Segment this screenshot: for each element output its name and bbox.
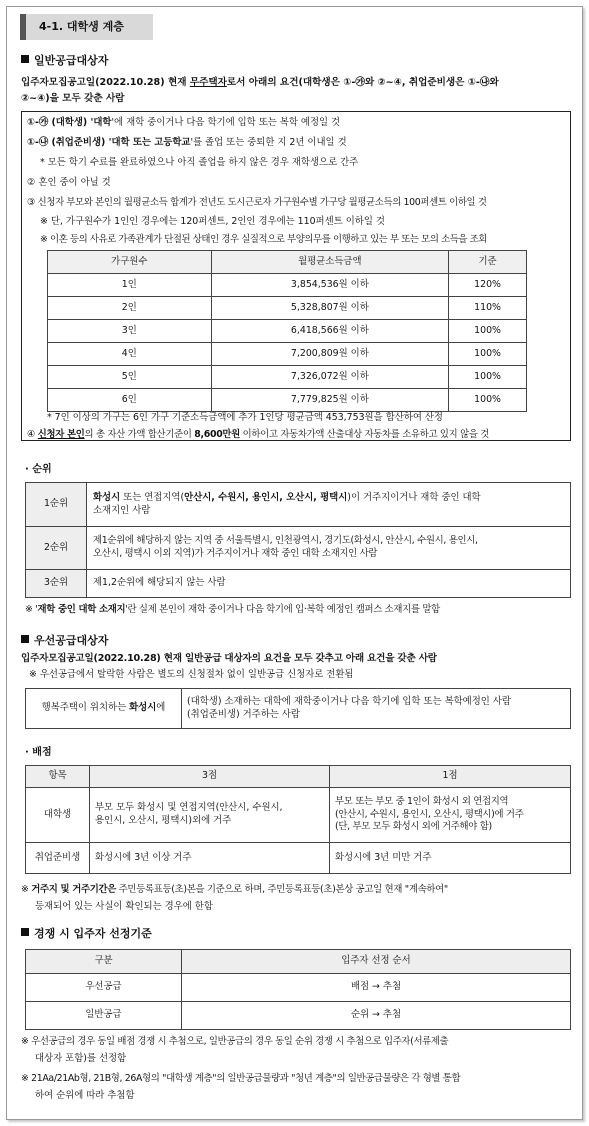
selection-table-header: 구분 입주자 선정 순서	[26, 950, 571, 974]
table-row: 취업준비생 화성시에 3년 이상 거주 화성시에 3년 미만 거주	[26, 843, 571, 874]
rank-table	[25, 482, 571, 598]
table-row: 우선공급 배점 → 추첨	[26, 974, 571, 1002]
section-title-bar	[20, 14, 153, 40]
note-seven-person: * 7인 이상의 가구는 6인 가구 기준소득금액에 추가 1인당 평균금액 453,753원을 합산하여 산정	[47, 412, 443, 423]
table-row: 1순위 화성시 또는 연접지역(안산시, 수원시, 용인시, 오산시, 평택시)이 거주지이거나 재학 중인 대학 소재지인 사람	[26, 483, 571, 527]
income-table	[47, 250, 527, 412]
square-bullet-icon	[21, 928, 29, 936]
income-table-header: 가구원수 월평균소득금액 기준	[48, 251, 527, 274]
table-row: 3순위 제1,2순위에 해당되지 않는 사람	[26, 570, 571, 598]
req-income-note1: ※ 단, 가구원수가 1인인 경우에는 120퍼센트, 2인인 경우에는 110퍼센트 이하일 것	[40, 216, 385, 227]
table-row: 1인 3,854,536원 이하 120%	[48, 274, 527, 297]
table-row: 행복주택이 위치하는 화성시에 (대학생) 소재하는 대학에 재학중이거나 다음 학기에 입학 또는 복학예정인 사람 (취업준비생) 거주하는 사람	[26, 689, 571, 729]
priority-note: ※ 우선공급에서 탈락한 사람은 별도의 신청절차 없이 일반공급 신청자로 전환됨	[29, 669, 354, 680]
req-income: ③ 신청자 부모와 본인의 월평균소득 합계가 전년도 도시근로자 가구원수별 가구당 월평균소득의 100퍼센트 이하일 것	[27, 197, 487, 208]
selection-note2: ※ 21Aa/21Ab형, 21B형, 26A형의 "대학생 계층"의 일반공급물량과 "청년 계층"의 일반공급물량은 각 형별 통합	[21, 1073, 461, 1084]
table-row: 3인 6,418,566원 이하 100%	[48, 320, 527, 343]
selection-table	[25, 949, 571, 1030]
table-row: 2순위 제1순위에 해당하지 않는 지역 중 서울특별시, 인천광역시, 경기도(화성시, 안산시, 수원시, 용인시, 오산시, 평택시 이외 지역)가 거주지이거나 재학 중인 대학 소재지인 사람	[26, 527, 571, 570]
table-row: 대학생 부모 모두 화성시 및 연접지역(안산시, 수원시, 용인시, 오산시, 평택시)외에 거주 부모 또는 부모 중 1인이 화성시 외 연접지역 (안산시, 수원시, 용인시, 오산시, 평택시)에 거주 (단, 부모 모두 화성시 외에 거주해야 함)	[26, 788, 571, 843]
square-bullet-icon	[21, 635, 29, 643]
selection-note1: ※ 우선공급의 경우 동일 배점 경쟁 시 추첨으로, 일반공급의 경우 동일 순위 경쟁 시 추첨으로 입주자(서류제출	[21, 1036, 449, 1047]
bullet-dot-icon: ·	[25, 464, 29, 475]
score-table	[25, 765, 571, 874]
priority-table	[25, 688, 571, 729]
selection-note1-line2: 대상자 포함)를 선정함	[35, 1053, 127, 1064]
table-row: 2인 5,328,807원 이하 110%	[48, 297, 527, 320]
selection-note2-line2: 하여 순위에 따라 추첨함	[35, 1090, 135, 1101]
req-assets: ④ 신청자 본인의 총 자산 가액 합산기준이 8,600만원 이하이고 자동차가액 산출대상 자동차를 소유하고 있지 않을 것	[27, 429, 490, 440]
table-row: 일반공급 순위 → 추첨	[26, 1002, 571, 1030]
req-note-graduation: * 모든 학기 수료를 완료하였으나 아직 졸업을 하지 않은 경우 재학생으로 간주	[40, 157, 359, 168]
req-unmarried: ② 혼인 중이 아닐 것	[27, 177, 111, 188]
general-intro-line2: ②~④)을 모두 갖춘 사람	[21, 93, 125, 104]
rank-note: ※ '재학 중인 대학 소재지'란 실제 본인이 재학 중이거나 다음 학기에 입·복학 예정인 캠퍼스 소재지를 말함	[25, 604, 440, 615]
notice-page	[6, 6, 583, 1120]
table-row: 4인 7,200,809원 이하 100%	[48, 343, 527, 366]
table-row: 5인 7,326,072원 이하 100%	[48, 366, 527, 389]
bullet-dot-icon: ·	[25, 747, 29, 758]
general-intro: 입주자모집공고일(2022.10.28) 현재 무주택자로서 아래의 요건(대학생은 ①-㉮와 ②~④, 취업준비생은 ①-㉯와	[21, 77, 499, 88]
score-heading: · 배점	[25, 747, 52, 758]
priority-intro: 입주자모집공고일(2022.10.28) 현재 일반공급 대상자의 요건을 모두 갖추고 아래 요건을 갖춘 사람	[21, 653, 437, 664]
req-income-note2: ※ 이혼 등의 사유로 가족관계가 단절된 상태인 경우 실질적으로 부양의무를 이행하고 있는 부 또는 모의 소득을 조회	[40, 234, 487, 245]
table-row: 6인 7,779,825원 이하 100%	[48, 389, 527, 412]
rank-heading: · 순위	[25, 464, 52, 475]
square-bullet-icon	[21, 55, 29, 63]
score-note-line2: 등재되어 있는 사실이 확인되는 경우에 한함	[35, 901, 213, 912]
req-jobseeker: ①-㉯ (취업준비생) '대학 또는 고등학교'를 졸업 또는 중퇴한 지 2년 이내일 것	[27, 137, 347, 148]
general-heading: 일반공급대상자	[21, 54, 108, 69]
priority-heading: 우선공급대상자	[21, 634, 108, 649]
req-student: ①-㉮ (대학생) '대학'에 재학 중이거나 다음 학기에 입학 또는 복학 예정일 것	[27, 117, 341, 128]
score-table-header: 항목 3점 1점	[26, 766, 571, 788]
section-title: 4-1. 대학생 계층	[39, 20, 124, 33]
requirements-box	[21, 111, 571, 441]
score-note: ※ 거주지 및 거주기간은 주민등록표등(초)본을 기준으로 하며, 주민등록표등(초)본상 공고일 현재 "계속하여"	[21, 884, 448, 895]
selection-heading: 경쟁 시 입주자 선정기준	[21, 927, 152, 942]
